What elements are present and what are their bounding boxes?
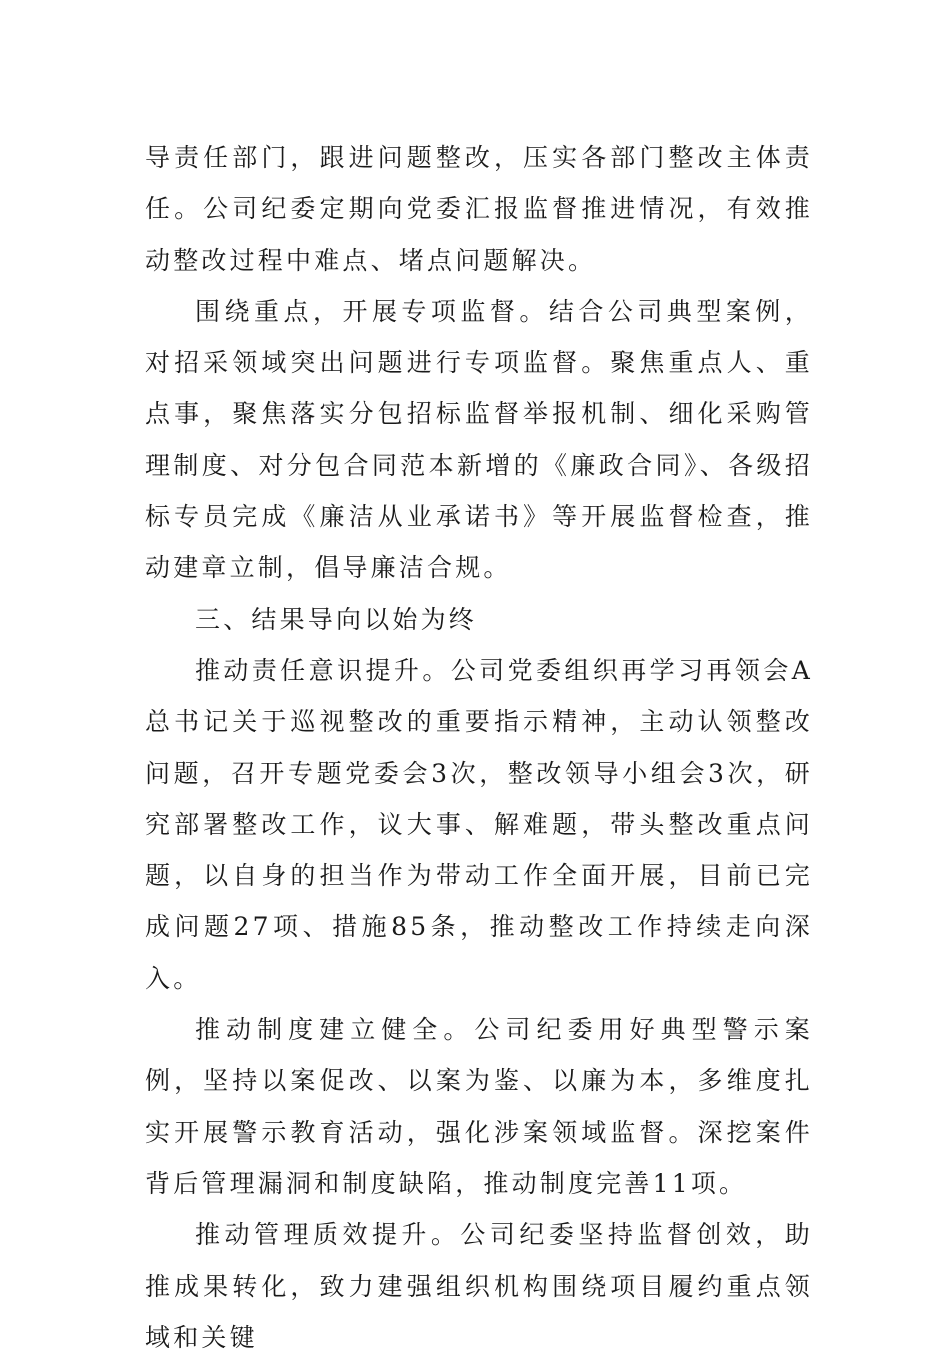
paragraph-continued: 导责任部门，跟进问题整改，压实各部门整改主体责任。公司纪委定期向党委汇报监督推进情况，有效推动整改过程中难点、堵点问题解决。	[145, 143, 813, 275]
paragraph-special-supervision: 围绕重点，开展专项监督。结合公司典型案例，对招采领域突出问题进行专项监督。聚焦重点人、重点事，聚焦落实分包招标监督举报机制、细化采购管理制度、对分包合同范本新增的《廉政合同》、各级招标专员完成《廉洁从业承诺书》等开展监督检查，推动建章立制，倡导廉洁合规。	[145, 296, 813, 583]
section-heading: 三、结果导向以始为终	[195, 604, 478, 634]
paragraph-system-building: 推动制度建立健全。公司纪委用好典型警示案例，坚持以案促改、以案为鉴、以廉为本，多维度扎实开展警示教育活动，强化涉案领域监督。深挖案件背后管理漏洞和制度缺陷，推动制度完善11项。	[145, 1015, 813, 1198]
document-body	[145, 132, 813, 1363]
paragraph-responsibility: 推动责任意识提升。公司党委组织再学习再领会A总书记关于巡视整改的重要指示精神，主动认领整改问题，召开专题党委会3次，整改领导小组会3次，研究部署整改工作，议大事、解难题，带头整改重点问题，以自身的担当作为带动工作全面开展，目前已完成问题27项、措施85条，推动整改工作持续走向深入。	[145, 655, 813, 993]
paragraph-management-quality: 推动管理质效提升。公司纪委坚持监督创效，助推成果转化，致力建强组织机构围绕项目履约重点领域和关键	[145, 1220, 813, 1352]
